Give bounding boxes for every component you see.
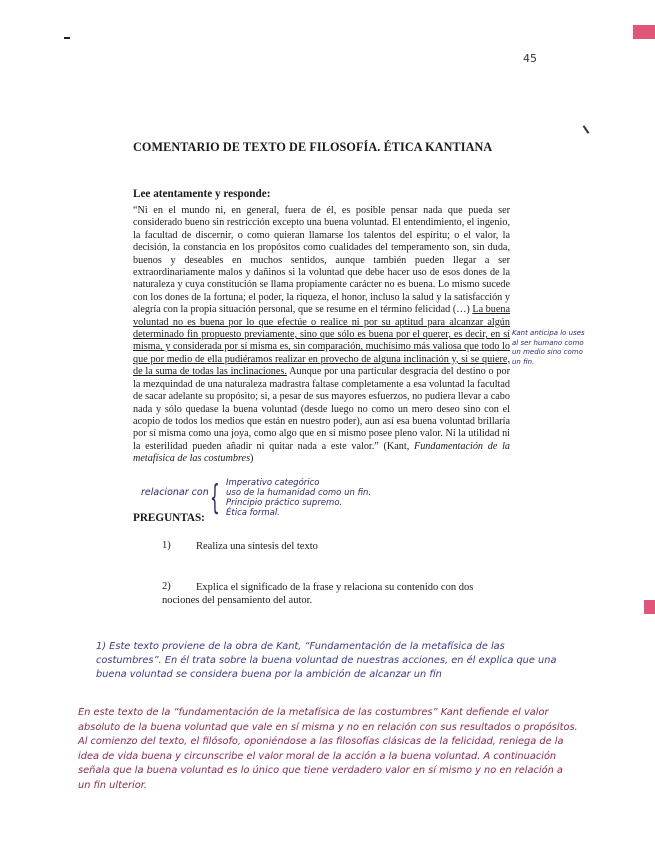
relate-list bbox=[226, 478, 371, 518]
question-1-text: Realiza una síntesis del texto bbox=[196, 541, 318, 552]
instruction: Lee atentamente y responde: bbox=[133, 188, 271, 200]
relate-label: relacionar con bbox=[141, 487, 209, 498]
relate-item: Principio práctico supremo. bbox=[226, 498, 343, 508]
edge-mark-top-right bbox=[633, 25, 655, 39]
question-2-text: Explica el significado de la frase y relaciona su contenido con dos nociones del pensamiento del autor. bbox=[162, 582, 474, 606]
edge-mark-top-left bbox=[64, 37, 70, 39]
passage-part-2: Aunque por una particular desgracia del destino o por la mezquindad de una naturaleza madrastra faltase completamente a esa voluntad la facultad de sacar adelante su propósito; si, a pesar de sus mayores esfuerzos, no pudiera llevar a cabo nada y sólo quedase la buena voluntad (desde luego no como un mero deseo sino con el acopio de todos los medios que están en nuestro poder), aun así esa buena voluntad brillaría por sí misma como una joya, como algo que en sí mismo posee pleno valor. Ni la utilidad ni la esterilidad pueden añadir ni quitar nada a este valor.” (Kant, bbox=[133, 366, 511, 452]
edge-mark-right bbox=[644, 600, 655, 614]
question-2-number: 2) bbox=[162, 581, 171, 592]
brace-mark: { bbox=[210, 478, 220, 518]
question-1-number: 1) bbox=[162, 540, 171, 551]
relate-item: Ética formal. bbox=[226, 508, 280, 518]
passage-close: ) bbox=[250, 453, 254, 465]
relate-item: Imperativo categórico bbox=[226, 478, 320, 488]
answer-2: En este texto de la “fundamentación de la metafísica de las costumbres” Kant defiende el valor absoluto de la buena voluntad que vale en sí misma y no en relación con sus resultados o propósitos. Al comienzo del texto, el filósofo, oponiéndose a las filosofías clásicas de la felicidad, reniega de la idea de vida buena y circunscribe el valor moral de la acción a la buena voluntad. A continuación señala que la buena voluntad es lo único que tiene verdadero valor en sí mismo y no en relación a un fin ulterior. bbox=[78, 707, 578, 791]
passage-part-1: “Ni en el mundo ni, en general, fuera de él, es posible pensar nada que pueda ser considerado bueno sin restricción excepto una buena voluntad. El entendimiento, el ingenio, la facultad de discernir, o como quieran llamarse los talentos del espíritu; o el valor, la decisión, la constancia en los propósitos como cualidades del temperamento son, sin duda, buenos y deseables en muchos sentidos, aunque también pueden llegar a ser extraordinariamente malos y dañinos si la voluntad que debe hacer uso de esos dones de la naturaleza y cuya constitución se llama propiamente carácter no es buena. Lo mismo sucede con los dones de la fortuna; el poder, la riqueza, el honor, incluso la salud y la satisfacción y alegría con la propia situación personal, que se resume en el término felicidad (…) bbox=[133, 205, 510, 316]
passage bbox=[133, 205, 510, 466]
page-number: 45 bbox=[523, 52, 537, 65]
edge-mark-tick bbox=[583, 125, 590, 134]
passage-source: Fundamentación de la metafísica de las costumbres bbox=[133, 440, 510, 465]
questions-heading: PREGUNTAS: bbox=[133, 512, 205, 524]
document-title: COMENTARIO DE TEXTO DE FILOSOFÍA. ÉTICA KANTIANA bbox=[133, 140, 493, 154]
passage-underlined: La buena voluntad no es buena por lo que efectúe o realice ni por su aptitud para alcanzar algún determinado fin propuesto previamente, sino que sólo es buena por el querer, es decir, en sí misma, y considerada por sí misma es, sin comparación, muchísimo más valiosa que todo lo que por medio de ella pudiéramos realizar en provecho de alguna inclinación y, si se quiere, de la suma de todas las inclinaciones. bbox=[133, 304, 510, 378]
answer-1: 1) Este texto proviene de la obra de Kant, “Fundamentación de la metafísica de las costumbres”. En él trata sobre la buena voluntad de nuestras acciones, en él explica que una buena voluntad se considera buena por la ambición de alcanzar un fin bbox=[96, 641, 557, 681]
margin-note: Kant anticipa lo uses al ser humano como un medio sino como un fin. bbox=[512, 329, 585, 366]
relate-item: uso de la humanidad como un fin. bbox=[226, 488, 372, 498]
